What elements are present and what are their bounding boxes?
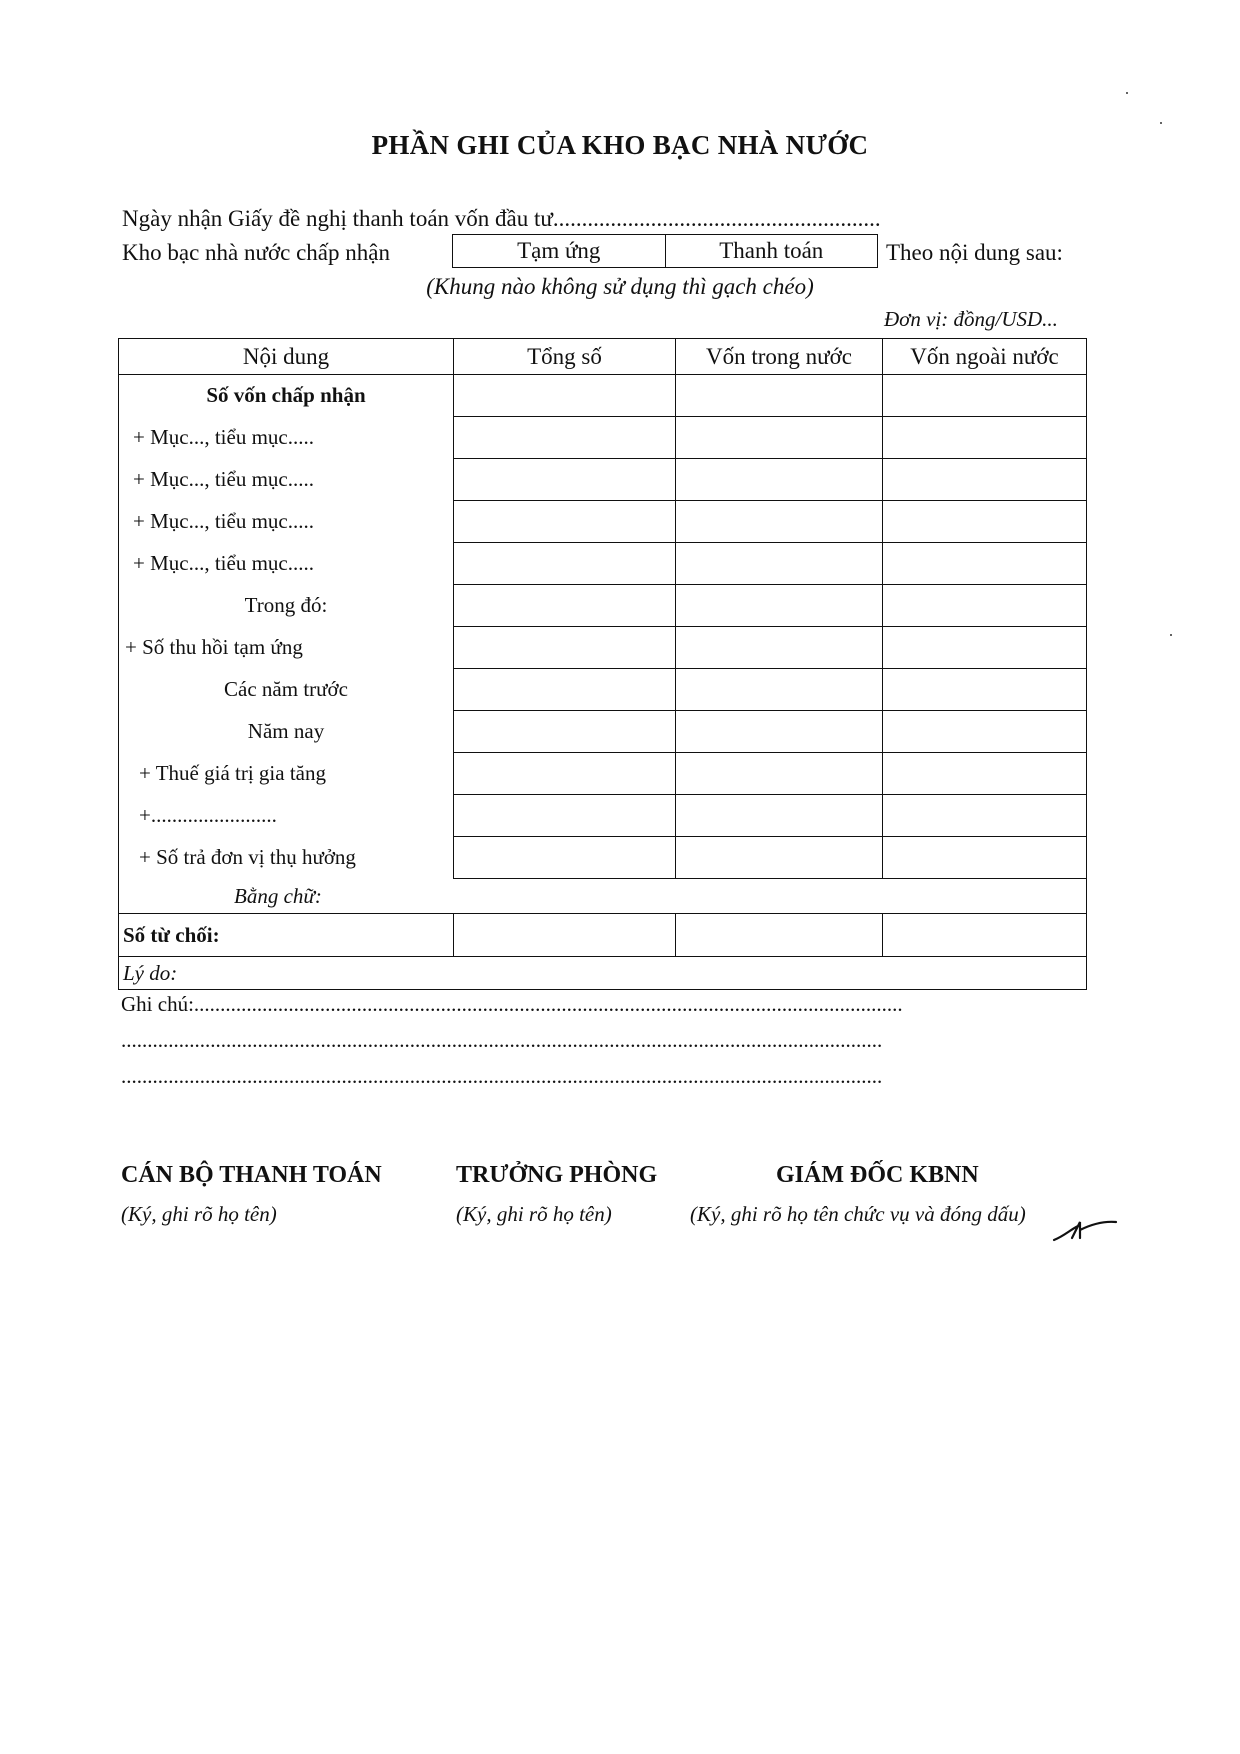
cell-domestic[interactable] xyxy=(676,585,883,627)
unit-label: Đơn vị: đồng/USD... xyxy=(884,307,1058,331)
rejected-label: Số từ chối: xyxy=(119,914,454,957)
table-row xyxy=(119,585,1087,627)
cell-domestic[interactable] xyxy=(676,711,883,753)
accept-option-payment[interactable]: Thanh toán xyxy=(665,235,878,267)
cell-domestic[interactable] xyxy=(676,837,883,879)
table-row xyxy=(119,669,1087,711)
accept-label: Kho bạc nhà nước chấp nhận xyxy=(122,240,390,265)
header-foreign: Vốn ngoài nước xyxy=(883,339,1087,375)
header-total: Tổng số xyxy=(454,339,676,375)
cell-foreign[interactable] xyxy=(883,837,1087,879)
table-row xyxy=(119,417,1087,459)
cell-total[interactable] xyxy=(454,375,676,417)
table-row xyxy=(119,837,1087,879)
cell-foreign[interactable] xyxy=(883,375,1087,417)
cell-foreign[interactable] xyxy=(883,627,1087,669)
cell-foreign[interactable] xyxy=(883,753,1087,795)
table-row xyxy=(119,501,1087,543)
cell-total[interactable] xyxy=(454,543,676,585)
notes-dot-line: ................................................................................................................................................. xyxy=(121,1064,883,1088)
row-label-this-year: Năm nay xyxy=(119,711,454,753)
accept-option-advance[interactable]: Tạm ứng xyxy=(517,238,601,263)
cell-domestic[interactable] xyxy=(676,669,883,711)
row-label-vat: + Thuế giá trị gia tăng xyxy=(119,753,454,795)
header-content: Nội dung xyxy=(119,339,454,375)
row-label-accepted: Số vốn chấp nhận xyxy=(119,375,454,417)
cell-domestic[interactable] xyxy=(676,501,883,543)
signature-title-director: GIÁM ĐỐC KBNN xyxy=(776,1162,979,1188)
cell-total[interactable] xyxy=(454,417,676,459)
signature-note-director: (Ký, ghi rõ họ tên chức vụ và đóng dấu) xyxy=(690,1202,1026,1226)
table-row xyxy=(119,795,1087,837)
cell-total[interactable] xyxy=(454,753,676,795)
table-row xyxy=(119,627,1087,669)
scan-speck xyxy=(1160,122,1162,124)
row-label-item: + Mục..., tiểu mục..... xyxy=(119,543,454,585)
row-label-item: + Mục..., tiểu mục..... xyxy=(119,417,454,459)
cell-domestic[interactable] xyxy=(676,753,883,795)
scan-speck xyxy=(1126,92,1128,94)
cell-foreign[interactable] xyxy=(883,585,1087,627)
page-title: PHẦN GHI CỦA KHO BẠC NHÀ NƯỚC xyxy=(371,130,869,160)
cell-domestic[interactable] xyxy=(676,375,883,417)
cell-total[interactable] xyxy=(454,837,676,879)
receipt-date-line: Ngày nhận Giấy đề nghị thanh toán vốn đầu tư......................................................... xyxy=(122,206,881,231)
cell-foreign[interactable] xyxy=(883,501,1087,543)
cell-total[interactable] xyxy=(454,914,676,957)
cell-total[interactable] xyxy=(454,795,676,837)
cell-foreign[interactable] xyxy=(883,417,1087,459)
table-row xyxy=(119,459,1087,501)
cross-note: (Khung nào không sử dụng thì gạch chéo) xyxy=(426,274,814,299)
cell-foreign[interactable] xyxy=(883,914,1087,957)
table-row-in-words xyxy=(119,879,1087,914)
cell-foreign[interactable] xyxy=(883,459,1087,501)
cell-domestic[interactable] xyxy=(676,459,883,501)
header-domestic: Vốn trong nước xyxy=(676,339,883,375)
notes-dot-line: ................................................................................................................................................. xyxy=(121,1028,883,1052)
reason-label: Lý do: xyxy=(119,957,1087,990)
cell-domestic[interactable] xyxy=(676,627,883,669)
table-row xyxy=(119,543,1087,585)
initial-mark-icon xyxy=(1050,1216,1120,1246)
row-label-other: +........................ xyxy=(119,795,454,837)
signature-title-payment-officer: CÁN BỘ THANH TOÁN xyxy=(121,1162,382,1188)
signature-note-head-of-dept: (Ký, ghi rõ họ tên) xyxy=(456,1202,612,1226)
cell-total[interactable] xyxy=(454,711,676,753)
accept-suffix: Theo nội dung sau: xyxy=(886,240,1063,265)
cell-foreign[interactable] xyxy=(883,711,1087,753)
row-label-advance-recovery: + Số thu hồi tạm ứng xyxy=(119,627,454,669)
scan-speck xyxy=(1170,634,1172,636)
row-label-item: + Mục..., tiểu mục..... xyxy=(119,459,454,501)
table-row xyxy=(119,711,1087,753)
cell-total[interactable] xyxy=(454,669,676,711)
cell-total[interactable] xyxy=(454,501,676,543)
cell-domestic[interactable] xyxy=(676,417,883,459)
signature-title-head-of-dept: TRƯỞNG PHÒNG xyxy=(456,1162,658,1188)
cell-foreign[interactable] xyxy=(883,669,1087,711)
cell-foreign[interactable] xyxy=(883,543,1087,585)
cell-total[interactable] xyxy=(454,585,676,627)
table-row-reason xyxy=(119,957,1087,990)
cell-domestic[interactable] xyxy=(676,914,883,957)
cell-total[interactable] xyxy=(454,459,676,501)
in-words-label: Bằng chữ: xyxy=(119,879,1087,914)
table-row xyxy=(119,375,1087,417)
table-row xyxy=(119,753,1087,795)
table-header-row xyxy=(119,339,1087,375)
row-label-beneficiary: + Số trả đơn vị thụ hưởng xyxy=(119,837,454,879)
row-label-item: + Mục..., tiểu mục..... xyxy=(119,501,454,543)
signature-note-payment-officer: (Ký, ghi rõ họ tên) xyxy=(121,1202,277,1226)
cell-foreign[interactable] xyxy=(883,795,1087,837)
row-label-prior-years: Các năm trước xyxy=(119,669,454,711)
accept-options-box xyxy=(452,234,878,268)
cell-total[interactable] xyxy=(454,627,676,669)
table-row-rejected xyxy=(119,914,1087,957)
approval-table xyxy=(118,338,1087,990)
row-label-of-which: Trong đó: xyxy=(119,585,454,627)
cell-domestic[interactable] xyxy=(676,795,883,837)
notes-label: Ghi chú:....................................................................................................................................... xyxy=(121,992,903,1016)
cell-domestic[interactable] xyxy=(676,543,883,585)
